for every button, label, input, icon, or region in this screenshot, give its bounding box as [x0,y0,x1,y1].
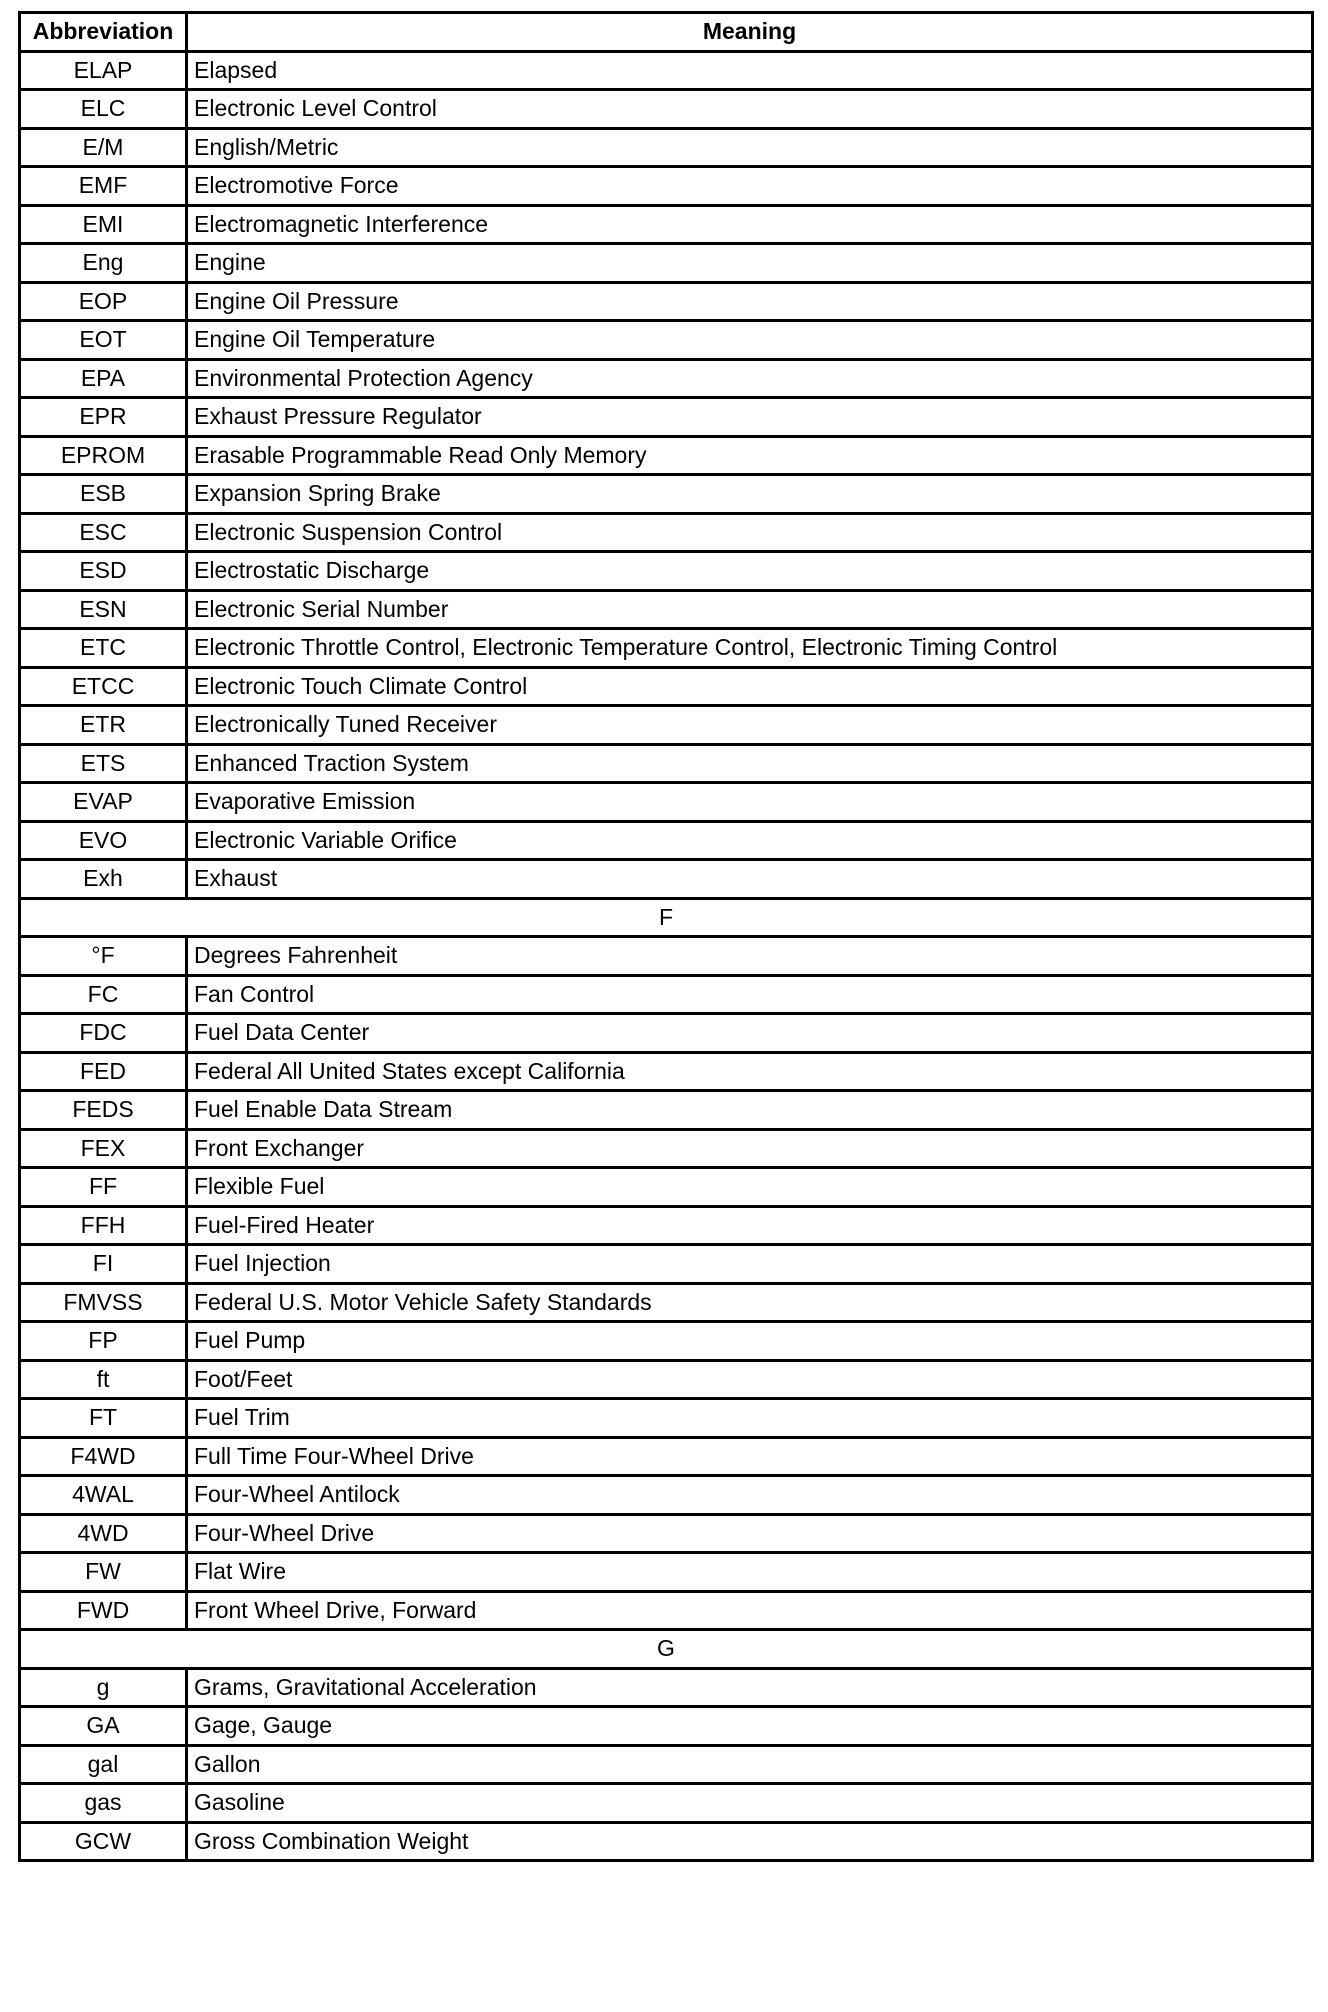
meaning-cell: Engine Oil Temperature [187,321,1313,360]
table-row [20,1745,1313,1784]
meaning-cell: Fuel-Fired Heater [187,1206,1313,1245]
meaning-cell: Enhanced Traction System [187,744,1313,783]
table-row [20,590,1313,629]
abbreviation-cell: 4WAL [20,1476,187,1515]
abbreviation-cell: GA [20,1707,187,1746]
abbreviation-cell: FDC [20,1014,187,1053]
abbreviation-cell: ETC [20,629,187,668]
table-row [20,975,1313,1014]
table-row [20,1360,1313,1399]
meaning-cell: Full Time Four-Wheel Drive [187,1437,1313,1476]
meaning-cell: Electronic Level Control [187,90,1313,129]
abbreviation-cell: ELAP [20,51,187,90]
meaning-cell: Fuel Trim [187,1399,1313,1438]
table-header-row [20,13,1313,52]
table-row [20,1553,1313,1592]
meaning-cell: Fuel Injection [187,1245,1313,1284]
table-row [20,128,1313,167]
meaning-cell: Electromotive Force [187,167,1313,206]
abbreviation-cell: FF [20,1168,187,1207]
abbreviation-cell: ESB [20,475,187,514]
section-letter: F [20,898,1313,937]
abbreviation-cell: FT [20,1399,187,1438]
meaning-cell: Federal U.S. Motor Vehicle Safety Standards [187,1283,1313,1322]
abbreviation-cell: ELC [20,90,187,129]
abbreviation-cell: EMI [20,205,187,244]
abbreviation-cell: °F [20,937,187,976]
meaning-cell: Flexible Fuel [187,1168,1313,1207]
meaning-cell: Flat Wire [187,1553,1313,1592]
table-row [20,744,1313,783]
table-row [20,1707,1313,1746]
abbreviation-cell: FW [20,1553,187,1592]
meaning-cell: Foot/Feet [187,1360,1313,1399]
meaning-cell: Federal All United States except California [187,1052,1313,1091]
table-row [20,436,1313,475]
table-row [20,1245,1313,1284]
table-row [20,205,1313,244]
table-row [20,1322,1313,1361]
abbreviation-cell: FI [20,1245,187,1284]
abbreviation-cell: ft [20,1360,187,1399]
meaning-cell: Engine [187,244,1313,283]
abbreviation-cell: EVO [20,821,187,860]
section-header-row [20,898,1313,937]
abbreviation-cell: gas [20,1784,187,1823]
abbreviation-cell: EVAP [20,783,187,822]
table-row [20,1091,1313,1130]
abbreviation-cell: FMVSS [20,1283,187,1322]
abbreviation-cell: EOT [20,321,187,360]
meaning-cell: Four-Wheel Drive [187,1514,1313,1553]
table-row [20,398,1313,437]
meaning-cell: Fan Control [187,975,1313,1014]
abbreviation-cell: ESC [20,513,187,552]
abbreviation-cell: E/M [20,128,187,167]
table-row [20,1399,1313,1438]
meaning-cell: Environmental Protection Agency [187,359,1313,398]
table-row [20,1784,1313,1823]
meaning-cell: Engine Oil Pressure [187,282,1313,321]
table-row [20,1437,1313,1476]
table-row [20,1591,1313,1630]
table-row [20,167,1313,206]
meaning-cell: Elapsed [187,51,1313,90]
meaning-cell: Electronic Serial Number [187,590,1313,629]
abbreviation-cell: FEX [20,1129,187,1168]
abbreviation-table [18,11,1314,1862]
meaning-cell: Fuel Enable Data Stream [187,1091,1313,1130]
meaning-cell: Electronic Throttle Control, Electronic Temperature Control, Electronic Timing Control [187,629,1313,668]
table-row [20,1668,1313,1707]
meaning-cell: Evaporative Emission [187,783,1313,822]
abbreviation-cell: FEDS [20,1091,187,1130]
abbreviation-cell: ETCC [20,667,187,706]
abbreviation-cell: 4WD [20,1514,187,1553]
abbreviation-cell: ESN [20,590,187,629]
table-row [20,90,1313,129]
table-row [20,51,1313,90]
abbreviation-cell: Eng [20,244,187,283]
meaning-cell: Electronic Suspension Control [187,513,1313,552]
meaning-cell: Gallon [187,1745,1313,1784]
meaning-cell: Electronic Touch Climate Control [187,667,1313,706]
abbreviation-cell: FP [20,1322,187,1361]
table-row [20,1283,1313,1322]
table-row [20,1168,1313,1207]
meaning-cell: Gage, Gauge [187,1707,1313,1746]
table-row [20,1052,1313,1091]
table-row [20,821,1313,860]
table-row [20,937,1313,976]
abbreviation-cell: EPR [20,398,187,437]
meaning-cell: Electronically Tuned Receiver [187,706,1313,745]
table-row [20,244,1313,283]
meaning-cell: Fuel Pump [187,1322,1313,1361]
abbreviation-cell: Exh [20,860,187,899]
table-row [20,783,1313,822]
table-row [20,1206,1313,1245]
abbreviation-cell: gal [20,1745,187,1784]
abbreviation-cell: FFH [20,1206,187,1245]
table-row [20,860,1313,899]
abbreviation-cell: FC [20,975,187,1014]
table-row [20,552,1313,591]
meaning-cell: Gasoline [187,1784,1313,1823]
table-row [20,1014,1313,1053]
table-row [20,1822,1313,1861]
header-meaning: Meaning [187,13,1313,52]
table-row [20,1476,1313,1515]
abbreviation-cell: EMF [20,167,187,206]
table-row [20,1129,1313,1168]
abbreviation-cell: GCW [20,1822,187,1861]
table-body [20,51,1313,1861]
meaning-cell: English/Metric [187,128,1313,167]
table-row [20,359,1313,398]
meaning-cell: Expansion Spring Brake [187,475,1313,514]
abbreviation-cell: EOP [20,282,187,321]
meaning-cell: Erasable Programmable Read Only Memory [187,436,1313,475]
table-row [20,513,1313,552]
meaning-cell: Four-Wheel Antilock [187,1476,1313,1515]
meaning-cell: Degrees Fahrenheit [187,937,1313,976]
meaning-cell: Exhaust Pressure Regulator [187,398,1313,437]
meaning-cell: Gross Combination Weight [187,1822,1313,1861]
meaning-cell: Fuel Data Center [187,1014,1313,1053]
meaning-cell: Grams, Gravitational Acceleration [187,1668,1313,1707]
abbreviation-cell: ETR [20,706,187,745]
table-row [20,321,1313,360]
abbreviation-cell: FWD [20,1591,187,1630]
table-row [20,1514,1313,1553]
meaning-cell: Front Wheel Drive, Forward [187,1591,1313,1630]
abbreviation-cell: EPA [20,359,187,398]
table-row [20,475,1313,514]
abbreviation-cell: ESD [20,552,187,591]
abbreviation-cell: g [20,1668,187,1707]
meaning-cell: Electronic Variable Orifice [187,821,1313,860]
meaning-cell: Exhaust [187,860,1313,899]
table-row [20,629,1313,668]
abbreviation-cell: FED [20,1052,187,1091]
section-letter: G [20,1630,1313,1669]
abbreviation-cell: F4WD [20,1437,187,1476]
table-row [20,282,1313,321]
table-row [20,667,1313,706]
section-header-row [20,1630,1313,1669]
header-abbreviation: Abbreviation [20,13,187,52]
abbreviation-cell: EPROM [20,436,187,475]
abbreviation-cell: ETS [20,744,187,783]
meaning-cell: Electrostatic Discharge [187,552,1313,591]
table-row [20,706,1313,745]
meaning-cell: Front Exchanger [187,1129,1313,1168]
meaning-cell: Electromagnetic Interference [187,205,1313,244]
